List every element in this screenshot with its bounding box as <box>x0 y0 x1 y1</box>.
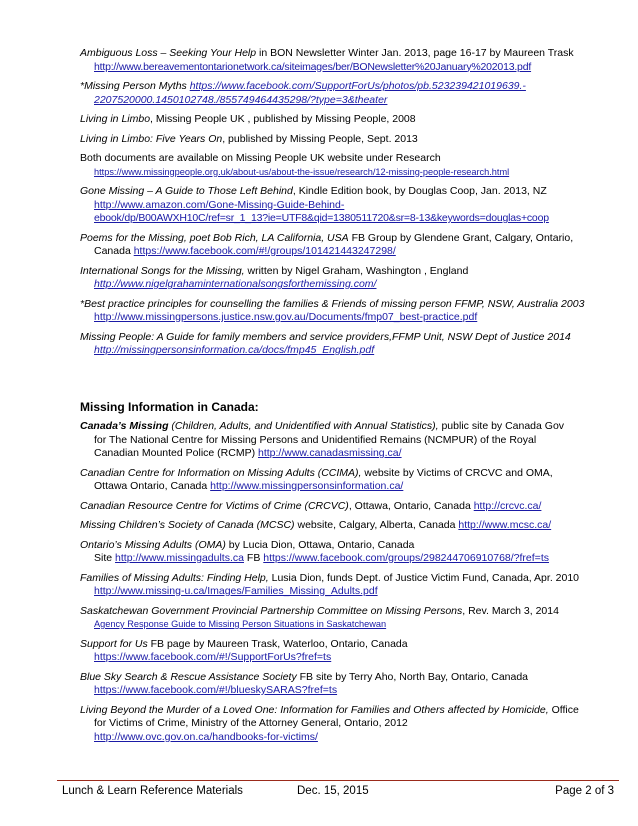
item-title: Poems for the Missing, poet Bob Rich, LA California, USA <box>80 231 349 244</box>
item-text: FB <box>243 552 264 564</box>
list-item <box>80 605 610 632</box>
reference-link[interactable]: https://www.facebook.com/groups/298244706910768/?fref=ts <box>263 552 549 564</box>
section-heading: Missing Information in Canada: <box>80 400 259 414</box>
link-text: http://www.nigelgrahaminternationalsongsforthemissing.com/ <box>94 278 377 290</box>
list-item <box>80 500 610 514</box>
item-title: Living in Limbo <box>80 113 151 125</box>
list-item <box>80 80 600 107</box>
item-title: Saskatchewan Government Provincial Partnership Committee on Missing Persons <box>80 604 463 617</box>
reference-link[interactable]: http://crcvc.ca/ <box>473 499 542 512</box>
list-item <box>80 331 600 358</box>
list-item <box>80 113 600 127</box>
item-text: , Missing People UK , published by Missing People, 2008 <box>150 113 416 125</box>
item-title: Ambiguous Loss – Seeking Your Help <box>80 47 257 59</box>
footer-divider <box>57 780 619 781</box>
link-text: http://missingpersonsinformation.ca/docs/fmp45_English.pdf <box>94 344 375 356</box>
item-title: Support for Us <box>80 637 148 650</box>
item-title: Missing People: A Guide for family members and service providers,FFMP Unit, NSW Dept of Justice 2014 <box>80 330 571 343</box>
list-item <box>80 232 600 259</box>
item-title: *Missing Person Myths <box>80 80 190 92</box>
reference-list <box>80 47 600 364</box>
item-title: Ontario’s Missing Adults (OMA) <box>80 538 226 551</box>
item-text: Canada <box>94 245 134 257</box>
list-item <box>80 539 610 566</box>
list-item <box>80 265 600 292</box>
item-text: Office <box>548 703 579 716</box>
reference-link[interactable] <box>94 278 376 290</box>
reference-link[interactable]: http://www.bereavementontarionetwork.ca/siteimages/ber/BONewsletter%20January%202013.pdf <box>94 60 532 73</box>
reference-link[interactable]: http://www.amazon.com/Gone-Missing-Guide-Behind- <box>94 198 345 211</box>
item-title: (Children, Adults, and Unidentified with Annual Statistics), <box>168 420 439 432</box>
list-item <box>80 704 610 745</box>
item-title: Canada’s Missing <box>80 420 169 432</box>
item-text: Site <box>94 552 116 564</box>
footer-date: Dec. 15, 2015 <box>297 785 369 797</box>
item-title: Canadian Centre for Information on Missing Adults (CCIMA), <box>80 466 362 479</box>
item-text: website, Calgary, Alberta, Canada <box>294 519 459 531</box>
item-text: Lusia Dion, funds Dept. of Justice Victim Fund, Canada, Apr. 2010 <box>268 571 580 584</box>
item-title: Blue Sky Search & Rescue Assistance Society <box>80 670 297 683</box>
reference-link[interactable]: http://www.missingadults.ca <box>115 552 244 564</box>
item-text: by Lucia Dion, Ottawa, Ontario, Canada <box>225 538 415 551</box>
reference-link[interactable]: http://www.ovc.gov.on.ca/handbooks-for-victims/ <box>94 730 318 743</box>
link-text: https://www.facebook.com/SupportForUs/photos/pb.523239421019639.- <box>189 80 526 92</box>
reference-link[interactable] <box>190 80 526 92</box>
reference-link[interactable] <box>94 94 387 106</box>
reference-link[interactable]: http://www.mcsc.ca/ <box>458 519 552 531</box>
reference-link[interactable]: https://www.facebook.com/#!/blueskySARAS?fref=ts <box>94 684 338 696</box>
item-text: , published by Missing People, Sept. 2013 <box>222 132 418 145</box>
item-title: *Best practice principles for counselling the families & Friends of missing person FFMP, NSW, Australia 2003 <box>80 297 585 310</box>
item-title: Living Beyond the Murder of a Loved One: Information for Families and Others affected by Homicide, <box>80 703 549 716</box>
reference-link[interactable]: http://www.missingpersonsinformation.ca/ <box>210 480 404 492</box>
reference-link[interactable]: http://www.missingpersons.justice.nsw.gov.au/Documents/fmp07_best-practice.pdf <box>94 311 478 323</box>
reference-link[interactable]: ebook/dp/B00AWXH10C/ref=sr_1_13?ie=UTF8&qid=1380511720&sr=8-13&keywords=douglas+coop <box>94 212 549 224</box>
item-text: , Ottawa, Ontario, Canada <box>348 499 474 512</box>
list-item <box>80 519 610 533</box>
list-item <box>80 133 600 147</box>
reference-link[interactable]: https://www.facebook.com/#!/SupportForUs?fref=ts <box>94 651 332 663</box>
footer-page-number: Page 2 of 3 <box>555 785 614 797</box>
item-text: for Victims of Crime, Ministry of the Attorney General, Ontario, 2012 <box>94 717 408 729</box>
item-text: , Kindle Edition book, by Douglas Coop, Jan. 2013, NZ <box>292 185 547 197</box>
list-item <box>80 185 600 226</box>
item-text: public site by Canada Gov <box>438 420 565 432</box>
footer-title: Lunch & Learn Reference Materials <box>62 785 243 797</box>
list-item <box>80 638 610 665</box>
item-title: Gone Missing – A Guide to Those Left Behind <box>80 185 293 197</box>
item-title: International Songs for the Missing, <box>80 264 245 277</box>
reference-link[interactable]: https://www.facebook.com/#!/groups/101421443247298/ <box>133 245 396 257</box>
item-text: Both documents are available on Missing People UK website under Research <box>80 152 441 164</box>
item-title: Families of Missing Adults: Finding Help, <box>80 571 269 584</box>
reference-link[interactable]: Agency Response Guide to Missing Person Situations in Saskatchewan <box>94 619 387 629</box>
reference-link[interactable]: http://www.canadasmissing.ca/ <box>258 447 402 459</box>
item-text: , Rev. March 3, 2014 <box>462 604 559 617</box>
item-title: Canadian Resource Centre for Victims of Crime (CRCVC) <box>80 499 349 512</box>
canada-reference-list <box>80 420 610 750</box>
item-text: in BON Newsletter Winter Jan. 2013, page 16-17 by Maureen Trask <box>256 47 574 59</box>
item-text: FB site by Terry Aho, North Bay, Ontario, Canada <box>296 670 529 683</box>
reference-link[interactable]: https://www.missingpeople.org.uk/about-us/about-the-issue/research/12-missing-people-research.html <box>94 166 510 177</box>
list-item <box>80 152 600 179</box>
reference-link[interactable] <box>94 344 374 356</box>
item-text: written by Nigel Graham, Washington , England <box>244 264 469 277</box>
item-title: Missing Children’s Society of Canada (MCSC) <box>80 519 295 531</box>
list-item <box>80 420 610 461</box>
list-item <box>80 47 600 74</box>
item-text: Ottawa Ontario, Canada <box>94 480 211 492</box>
item-text: FB Group by Glendene Grant, Calgary, Ontario, <box>348 231 574 244</box>
list-item <box>80 467 610 494</box>
list-item <box>80 298 600 325</box>
item-text: for The National Centre for Missing Persons and Unidentified Remains (NCMPUR) of the Royal <box>94 433 537 446</box>
item-text: Canadian Mounted Police (RCMP) <box>94 447 258 459</box>
link-text: 2207520000.1450102748./855749464435298/?type=3&theater <box>94 93 388 106</box>
reference-link[interactable]: http://www.missing-u.ca/Images/Families_Missing_Adults.pdf <box>94 585 378 597</box>
item-text: FB page by Maureen Trask, Waterloo, Ontario, Canada <box>147 637 408 650</box>
list-item <box>80 572 610 599</box>
item-title: Living in Limbo: Five Years On <box>80 132 223 145</box>
list-item <box>80 671 610 698</box>
item-text: website by Victims of CRCVC and OMA, <box>361 466 553 479</box>
